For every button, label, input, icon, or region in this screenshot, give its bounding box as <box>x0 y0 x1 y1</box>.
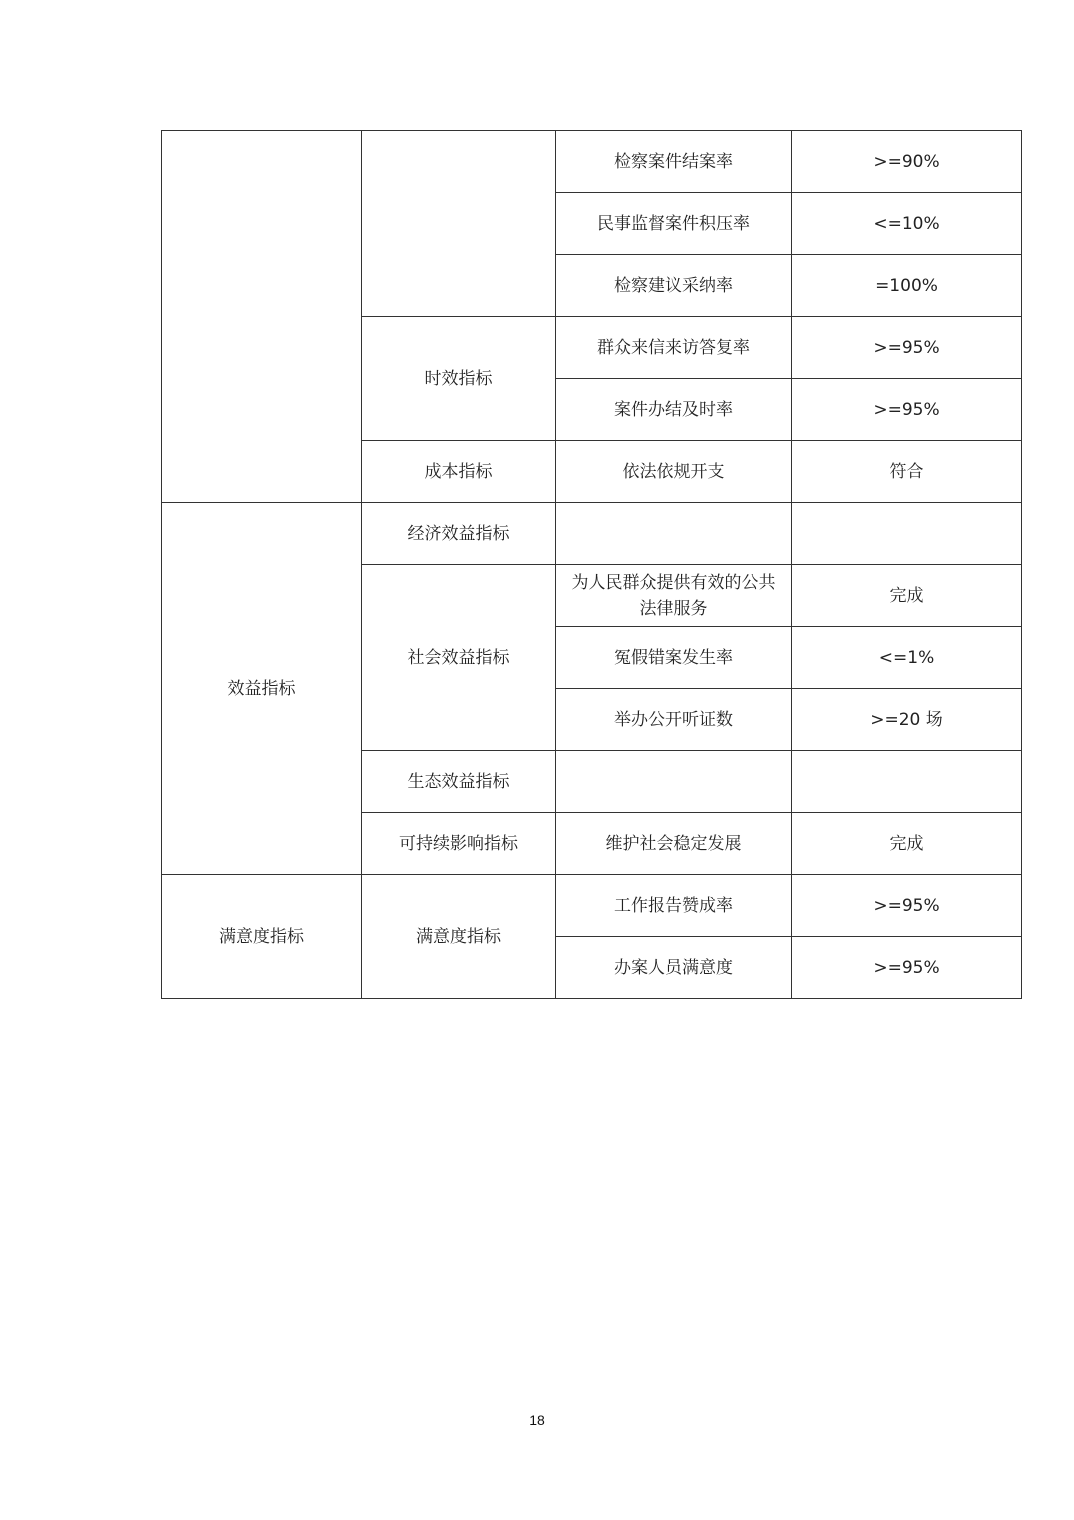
value-cell: >=20 场 <box>792 689 1022 751</box>
level1-cell <box>162 131 362 503</box>
level1-cell: 满意度指标 <box>162 875 362 999</box>
level3-cell: 工作报告赞成率 <box>556 875 792 937</box>
level2-cell: 成本指标 <box>362 441 556 503</box>
level3-cell: 冤假错案发生率 <box>556 627 792 689</box>
level3-cell: 举办公开听证数 <box>556 689 792 751</box>
value-cell: =100% <box>792 255 1022 317</box>
level3-cell: 依法依规开支 <box>556 441 792 503</box>
level3-cell: 案件办结及时率 <box>556 379 792 441</box>
level3-cell: 检察案件结案率 <box>556 131 792 193</box>
performance-indicator-table <box>161 130 1022 999</box>
table-row <box>162 503 1022 565</box>
level3-cell: 维护社会稳定发展 <box>556 813 792 875</box>
level2-cell: 社会效益指标 <box>362 565 556 751</box>
value-cell: >=95% <box>792 937 1022 999</box>
level2-cell: 可持续影响指标 <box>362 813 556 875</box>
value-cell: >=95% <box>792 379 1022 441</box>
value-cell: 符合 <box>792 441 1022 503</box>
table-row <box>162 131 1022 193</box>
level3-cell: 检察建议采纳率 <box>556 255 792 317</box>
value-cell: >=90% <box>792 131 1022 193</box>
level3-cell <box>556 751 792 813</box>
value-cell: >=95% <box>792 317 1022 379</box>
value-cell: 完成 <box>792 813 1022 875</box>
level3-cell: 民事监督案件积压率 <box>556 193 792 255</box>
level2-cell: 时效指标 <box>362 317 556 441</box>
level3-cell: 为人民群众提供有效的公共法律服务 <box>556 565 792 627</box>
level2-cell <box>362 131 556 317</box>
value-cell: <=1% <box>792 627 1022 689</box>
value-cell: >=95% <box>792 875 1022 937</box>
level3-cell: 办案人员满意度 <box>556 937 792 999</box>
value-cell: <=10% <box>792 193 1022 255</box>
level2-cell: 生态效益指标 <box>362 751 556 813</box>
value-cell: 完成 <box>792 565 1022 627</box>
value-cell <box>792 751 1022 813</box>
level3-cell <box>556 503 792 565</box>
level2-cell: 经济效益指标 <box>362 503 556 565</box>
value-cell <box>792 503 1022 565</box>
level2-cell: 满意度指标 <box>362 875 556 999</box>
level3-cell: 群众来信来访答复率 <box>556 317 792 379</box>
table-row <box>162 875 1022 937</box>
level1-cell: 效益指标 <box>162 503 362 875</box>
page-number: 18 <box>529 1412 545 1428</box>
